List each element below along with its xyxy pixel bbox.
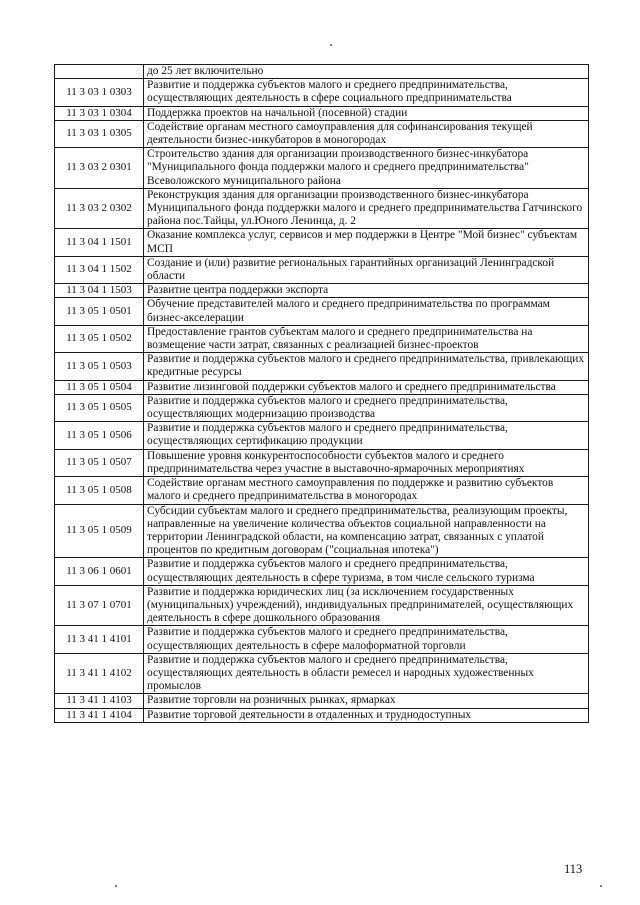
- table-row: [55, 477, 589, 504]
- description-cell: Развитие центра поддержки экспорта: [144, 284, 589, 298]
- description-cell: Создание и (или) развитие региональных гарантийных организаций Ленинградской области: [144, 256, 589, 283]
- budget-code-cell: [55, 65, 144, 79]
- description-cell: Развитие и поддержка юридических лиц (за исключением государственных (муниципальных) учреждений), индивидуальных предпринимателей, осуществляющих деятельность в сфере дошкольного образования: [144, 585, 589, 626]
- table-row: [55, 65, 589, 79]
- scan-speck: [330, 44, 332, 46]
- budget-code-cell: 11 3 04 1 1501: [55, 229, 144, 256]
- description-cell: Развитие и поддержка субъектов малого и среднего предпринимательства, осуществляющих деятельность в сфере туризма, в том числе сельского туризма: [144, 558, 589, 585]
- table-row: [55, 284, 589, 298]
- budget-code-cell: 11 3 03 2 0302: [55, 188, 144, 229]
- budget-code-cell: 11 3 04 1 1502: [55, 256, 144, 283]
- table-row: [55, 558, 589, 585]
- table-row: [55, 106, 589, 120]
- table-row: [55, 353, 589, 380]
- table-body: [55, 65, 589, 723]
- budget-code-cell: 11 3 03 2 0301: [55, 148, 144, 189]
- description-cell: Развитие лизинговой поддержки субъектов малого и среднего предпринимательства: [144, 380, 589, 394]
- table-row: [55, 229, 589, 256]
- budget-code-cell: 11 3 06 1 0601: [55, 558, 144, 585]
- budget-code-cell: 11 3 05 1 0503: [55, 353, 144, 380]
- table-row: [55, 585, 589, 626]
- budget-code-cell: 11 3 05 1 0501: [55, 298, 144, 325]
- table-row: [55, 708, 589, 722]
- budget-code-cell: 11 3 03 1 0304: [55, 106, 144, 120]
- budget-code-cell: 11 3 05 1 0505: [55, 394, 144, 421]
- table-row: [55, 380, 589, 394]
- budget-code-cell: 11 3 41 1 4102: [55, 653, 144, 694]
- budget-code-cell: 11 3 07 1 0701: [55, 585, 144, 626]
- table-row: [55, 298, 589, 325]
- table-row: [55, 79, 589, 106]
- budget-codes-table: [54, 64, 589, 723]
- table-row: [55, 449, 589, 476]
- description-cell: Развитие и поддержка субъектов малого и среднего предпринимательства, осуществляющих модернизацию производства: [144, 394, 589, 421]
- table-row: [55, 626, 589, 653]
- description-cell: Повышение уровня конкурентоспособности субъектов малого и среднего предпринимательства через участие в выставочно-ярмарочных мероприятиях: [144, 449, 589, 476]
- description-cell: Развитие и поддержка субъектов малого и среднего предпринимательства, привлекающих кредитные ресурсы: [144, 353, 589, 380]
- description-cell: Строительство здания для организации производственного бизнес-инкубатора "Муниципального фонда поддержки малого и среднего предпринимательства" Всеволожского муниципального района: [144, 148, 589, 189]
- description-cell: до 25 лет включительно: [144, 65, 589, 79]
- description-cell: Содействие органам местного самоуправления по поддержке и развитию субъектов малого и среднего предпринимательства в моногородах: [144, 477, 589, 504]
- budget-code-cell: 11 3 41 1 4104: [55, 708, 144, 722]
- budget-code-cell: 11 3 05 1 0504: [55, 380, 144, 394]
- table-row: [55, 504, 589, 558]
- description-cell: Оказание комплекса услуг, сервисов и мер поддержки в Центре "Мой бизнес" субъектам МСП: [144, 229, 589, 256]
- description-cell: Развитие торговли на розничных рынках, ярмарках: [144, 694, 589, 708]
- description-cell: Развитие и поддержка субъектов малого и среднего предпринимательства, осуществляющих сертификацию продукции: [144, 422, 589, 449]
- scan-speck: [115, 885, 117, 887]
- budget-code-cell: 11 3 05 1 0509: [55, 504, 144, 558]
- table-row: [55, 256, 589, 283]
- budget-code-cell: 11 3 41 1 4103: [55, 694, 144, 708]
- description-cell: Развитие и поддержка субъектов малого и среднего предпринимательства, осуществляющих деятельность в области ремесел и народных художественных промыслов: [144, 653, 589, 694]
- description-cell: Субсидии субъектам малого и среднего предпринимательства, реализующим проекты, направленные на увеличение количества объектов социальной направленности на территории Ленинградской области, на компенсацию затрат, связанных с уплатой процентов по кредитным договорам ("социальная ипотека"): [144, 504, 589, 558]
- page-number: 113: [564, 862, 583, 876]
- budget-code-cell: 11 3 03 1 0303: [55, 79, 144, 106]
- description-cell: Развитие и поддержка субъектов малого и среднего предпринимательства, осуществляющих деятельность в сфере социального предпринимательства: [144, 79, 589, 106]
- description-cell: Содействие органам местного самоуправления для софинансирования текущей деятельности бизнес-инкубаторов в моногородах: [144, 120, 589, 147]
- table-row: [55, 120, 589, 147]
- table-row: [55, 325, 589, 352]
- table-row: [55, 188, 589, 229]
- description-cell: Предоставление грантов субъектам малого и среднего предпринимательства на возмещение части затрат, связанных с реализацией бизнес-проектов: [144, 325, 589, 352]
- description-cell: Реконструкция здания для организации производственного бизнес-инкубатора Муниципального фонда поддержки малого и среднего предпринимательства Гатчинского района пос.Тайцы, ул.Юного Ленинца, д. 2: [144, 188, 589, 229]
- description-cell: Развитие торговой деятельности в отдаленных и труднодоступных: [144, 708, 589, 722]
- budget-code-cell: 11 3 04 1 1503: [55, 284, 144, 298]
- budget-code-cell: 11 3 41 1 4101: [55, 626, 144, 653]
- table-row: [55, 148, 589, 189]
- table-row: [55, 422, 589, 449]
- description-cell: Поддержка проектов на начальной (посевной) стадии: [144, 106, 589, 120]
- description-cell: Обучение представителей малого и среднего предпринимательства по программам бизнес-акселерации: [144, 298, 589, 325]
- budget-code-cell: 11 3 05 1 0508: [55, 477, 144, 504]
- budget-code-cell: 11 3 03 1 0305: [55, 120, 144, 147]
- budget-code-cell: 11 3 05 1 0506: [55, 422, 144, 449]
- scan-speck: [600, 885, 602, 887]
- budget-code-cell: 11 3 05 1 0507: [55, 449, 144, 476]
- table-row: [55, 394, 589, 421]
- table-row: [55, 653, 589, 694]
- description-cell: Развитие и поддержка субъектов малого и среднего предпринимательства, осуществляющих деятельность в сфере малоформатной торговли: [144, 626, 589, 653]
- table-row: [55, 694, 589, 708]
- budget-code-cell: 11 3 05 1 0502: [55, 325, 144, 352]
